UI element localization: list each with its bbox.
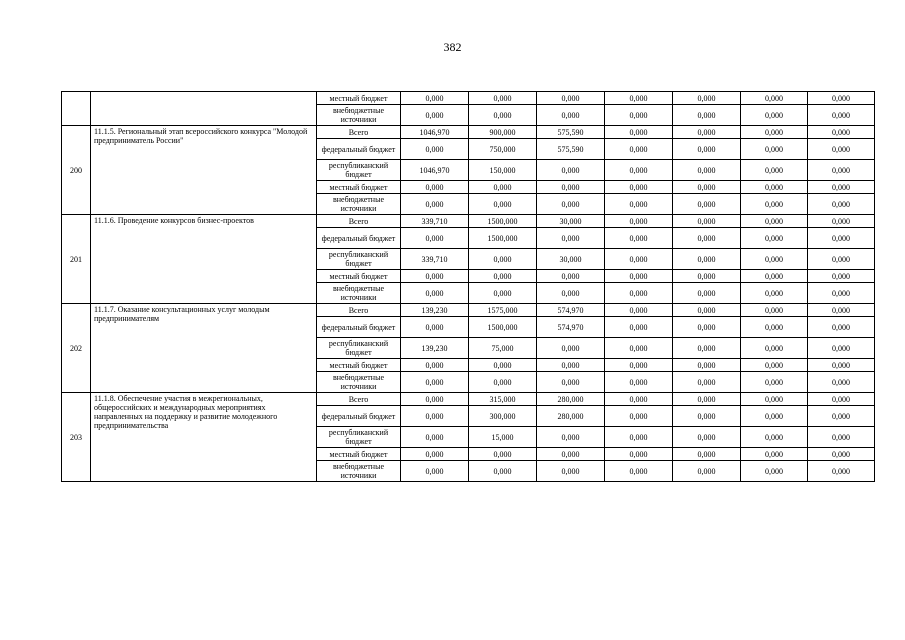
amount-cell: 75,000	[469, 338, 537, 359]
amount-cell: 0,000	[537, 92, 605, 105]
amount-cell: 339,710	[401, 215, 469, 228]
amount-cell: 0,000	[741, 228, 808, 249]
amount-cell: 0,000	[741, 105, 808, 126]
amount-cell: 0,000	[401, 228, 469, 249]
row-number-cell: 201	[62, 215, 91, 304]
funding-source-cell: федеральный бюджет	[317, 228, 401, 249]
amount-cell: 0,000	[741, 181, 808, 194]
table-row	[62, 126, 875, 139]
amount-cell: 0,000	[741, 215, 808, 228]
amount-cell: 0,000	[741, 249, 808, 270]
amount-cell: 0,000	[741, 406, 808, 427]
amount-cell: 0,000	[537, 461, 605, 482]
amount-cell: 0,000	[401, 317, 469, 338]
amount-cell: 280,000	[537, 406, 605, 427]
amount-cell: 0,000	[605, 359, 673, 372]
amount-cell: 0,000	[537, 448, 605, 461]
amount-cell: 0,000	[605, 393, 673, 406]
measure-title-cell: 11.1.8. Обеспечение участия в межрегиональных, общероссийских и международных мероприятиях направленных на поддержку и развитие молодежного предпринимательства	[91, 393, 317, 482]
amount-cell: 0,000	[469, 249, 537, 270]
funding-source-cell: республиканский бюджет	[317, 160, 401, 181]
amount-cell: 0,000	[673, 139, 741, 160]
amount-cell: 0,000	[808, 181, 875, 194]
amount-cell: 0,000	[605, 215, 673, 228]
amount-cell: 0,000	[537, 338, 605, 359]
amount-cell: 0,000	[741, 448, 808, 461]
measure-title-cell: 11.1.6. Проведение конкурсов бизнес-проектов	[91, 215, 317, 304]
amount-cell: 0,000	[605, 317, 673, 338]
amount-cell: 0,000	[673, 359, 741, 372]
amount-cell: 0,000	[537, 181, 605, 194]
amount-cell: 0,000	[605, 194, 673, 215]
amount-cell: 0,000	[808, 372, 875, 393]
amount-cell: 0,000	[808, 406, 875, 427]
table-body	[62, 92, 875, 482]
amount-cell: 0,000	[605, 105, 673, 126]
amount-cell: 0,000	[673, 92, 741, 105]
funding-source-cell: внебюджетные источники	[317, 105, 401, 126]
page-number: 382	[443, 40, 462, 54]
amount-cell: 0,000	[605, 448, 673, 461]
amount-cell: 0,000	[605, 338, 673, 359]
amount-cell: 280,000	[537, 393, 605, 406]
amount-cell: 0,000	[401, 461, 469, 482]
amount-cell: 0,000	[537, 270, 605, 283]
amount-cell: 575,590	[537, 139, 605, 160]
amount-cell: 0,000	[741, 338, 808, 359]
amount-cell: 0,000	[673, 461, 741, 482]
amount-cell: 0,000	[537, 160, 605, 181]
amount-cell: 315,000	[469, 393, 537, 406]
budget-table	[61, 91, 875, 482]
amount-cell: 0,000	[605, 139, 673, 160]
amount-cell: 0,000	[401, 372, 469, 393]
amount-cell: 1500,000	[469, 228, 537, 249]
amount-cell: 0,000	[808, 338, 875, 359]
amount-cell: 900,000	[469, 126, 537, 139]
funding-source-cell: Всего	[317, 126, 401, 139]
amount-cell: 0,000	[808, 160, 875, 181]
amount-cell: 0,000	[741, 139, 808, 160]
amount-cell: 0,000	[537, 427, 605, 448]
amount-cell: 0,000	[673, 427, 741, 448]
funding-source-cell: внебюджетные источники	[317, 461, 401, 482]
funding-source-cell: местный бюджет	[317, 270, 401, 283]
amount-cell: 0,000	[469, 448, 537, 461]
amount-cell: 750,000	[469, 139, 537, 160]
amount-cell: 0,000	[741, 393, 808, 406]
funding-source-cell: республиканский бюджет	[317, 427, 401, 448]
amount-cell: 0,000	[401, 283, 469, 304]
amount-cell: 0,000	[537, 372, 605, 393]
amount-cell: 0,000	[401, 194, 469, 215]
amount-cell: 0,000	[673, 304, 741, 317]
amount-cell: 0,000	[808, 126, 875, 139]
amount-cell: 0,000	[808, 448, 875, 461]
amount-cell: 0,000	[741, 194, 808, 215]
amount-cell: 0,000	[469, 194, 537, 215]
amount-cell: 0,000	[537, 194, 605, 215]
funding-source-cell: местный бюджет	[317, 448, 401, 461]
amount-cell: 0,000	[808, 304, 875, 317]
amount-cell: 0,000	[808, 92, 875, 105]
funding-source-cell: федеральный бюджет	[317, 139, 401, 160]
table-row	[62, 393, 875, 406]
amount-cell: 0,000	[605, 461, 673, 482]
amount-cell: 0,000	[605, 249, 673, 270]
table-row	[62, 215, 875, 228]
amount-cell: 0,000	[808, 194, 875, 215]
continuation-row	[62, 92, 875, 105]
funding-source-cell: внебюджетные источники	[317, 283, 401, 304]
amount-cell: 0,000	[808, 249, 875, 270]
funding-source-cell: местный бюджет	[317, 181, 401, 194]
funding-source-cell: республиканский бюджет	[317, 338, 401, 359]
amount-cell: 150,000	[469, 160, 537, 181]
amount-cell: 0,000	[469, 461, 537, 482]
amount-cell: 0,000	[673, 194, 741, 215]
measure-title-cell: 11.1.5. Региональный этап всероссийского конкурса "Молодой предприниматель России"	[91, 126, 317, 215]
amount-cell: 1500,000	[469, 215, 537, 228]
funding-source-cell: местный бюджет	[317, 92, 401, 105]
amount-cell: 0,000	[808, 283, 875, 304]
amount-cell: 0,000	[741, 160, 808, 181]
amount-cell: 0,000	[808, 359, 875, 372]
amount-cell: 0,000	[605, 270, 673, 283]
amount-cell: 0,000	[741, 427, 808, 448]
amount-cell: 0,000	[605, 228, 673, 249]
amount-cell: 0,000	[401, 181, 469, 194]
amount-cell: 0,000	[808, 461, 875, 482]
amount-cell: 0,000	[808, 270, 875, 283]
row-number-cell: 203	[62, 393, 91, 482]
amount-cell: 0,000	[673, 160, 741, 181]
amount-cell: 575,590	[537, 126, 605, 139]
row-number-cell: 202	[62, 304, 91, 393]
amount-cell: 0,000	[673, 338, 741, 359]
amount-cell: 0,000	[673, 393, 741, 406]
amount-cell: 139,230	[401, 304, 469, 317]
amount-cell: 0,000	[401, 448, 469, 461]
funding-source-cell: федеральный бюджет	[317, 406, 401, 427]
amount-cell: 0,000	[741, 317, 808, 338]
amount-cell: 0,000	[537, 359, 605, 372]
amount-cell: 0,000	[537, 283, 605, 304]
amount-cell: 0,000	[605, 181, 673, 194]
amount-cell: 0,000	[469, 105, 537, 126]
amount-cell: 0,000	[673, 228, 741, 249]
measure-title-cell	[91, 92, 317, 126]
amount-cell: 0,000	[673, 448, 741, 461]
amount-cell: 0,000	[741, 372, 808, 393]
amount-cell: 0,000	[537, 105, 605, 126]
amount-cell: 0,000	[605, 304, 673, 317]
amount-cell: 0,000	[673, 406, 741, 427]
amount-cell: 0,000	[808, 317, 875, 338]
amount-cell: 1575,000	[469, 304, 537, 317]
amount-cell: 0,000	[673, 372, 741, 393]
funding-source-cell: внебюджетные источники	[317, 194, 401, 215]
amount-cell: 0,000	[673, 215, 741, 228]
amount-cell: 0,000	[741, 92, 808, 105]
row-number-cell: 200	[62, 126, 91, 215]
funding-source-cell: местный бюджет	[317, 359, 401, 372]
amount-cell: 300,000	[469, 406, 537, 427]
amount-cell: 0,000	[401, 427, 469, 448]
amount-cell: 0,000	[673, 181, 741, 194]
amount-cell: 0,000	[673, 283, 741, 304]
amount-cell: 0,000	[808, 427, 875, 448]
amount-cell: 0,000	[808, 228, 875, 249]
amount-cell: 0,000	[673, 105, 741, 126]
amount-cell: 30,000	[537, 249, 605, 270]
amount-cell: 0,000	[673, 270, 741, 283]
measure-title-cell: 11.1.7. Оказание консультационных услуг молодым предпринимателям	[91, 304, 317, 393]
amount-cell: 0,000	[469, 270, 537, 283]
amount-cell: 0,000	[605, 92, 673, 105]
amount-cell: 0,000	[741, 359, 808, 372]
amount-cell: 30,000	[537, 215, 605, 228]
amount-cell: 0,000	[741, 461, 808, 482]
funding-source-cell: федеральный бюджет	[317, 317, 401, 338]
amount-cell: 0,000	[605, 372, 673, 393]
amount-cell: 0,000	[808, 215, 875, 228]
amount-cell: 0,000	[741, 270, 808, 283]
amount-cell: 574,970	[537, 317, 605, 338]
amount-cell: 0,000	[469, 181, 537, 194]
amount-cell: 0,000	[469, 283, 537, 304]
amount-cell: 1500,000	[469, 317, 537, 338]
amount-cell: 0,000	[673, 126, 741, 139]
amount-cell: 0,000	[741, 283, 808, 304]
amount-cell: 1046,970	[401, 126, 469, 139]
amount-cell: 0,000	[469, 359, 537, 372]
amount-cell: 0,000	[605, 427, 673, 448]
amount-cell: 0,000	[401, 359, 469, 372]
amount-cell: 0,000	[401, 105, 469, 126]
amount-cell: 1046,970	[401, 160, 469, 181]
funding-source-cell: Всего	[317, 304, 401, 317]
amount-cell: 0,000	[605, 283, 673, 304]
amount-cell: 0,000	[605, 160, 673, 181]
amount-cell: 15,000	[469, 427, 537, 448]
amount-cell: 0,000	[808, 105, 875, 126]
amount-cell: 0,000	[808, 393, 875, 406]
amount-cell: 0,000	[605, 126, 673, 139]
amount-cell: 0,000	[741, 304, 808, 317]
table-row	[62, 304, 875, 317]
amount-cell: 0,000	[401, 139, 469, 160]
row-number-cell	[62, 92, 91, 126]
amount-cell: 0,000	[673, 317, 741, 338]
amount-cell: 0,000	[808, 139, 875, 160]
amount-cell: 0,000	[401, 92, 469, 105]
amount-cell: 0,000	[401, 406, 469, 427]
amount-cell: 339,710	[401, 249, 469, 270]
amount-cell: 0,000	[673, 249, 741, 270]
funding-source-cell: Всего	[317, 393, 401, 406]
funding-source-cell: республиканский бюджет	[317, 249, 401, 270]
amount-cell: 0,000	[537, 228, 605, 249]
amount-cell: 0,000	[469, 372, 537, 393]
funding-source-cell: Всего	[317, 215, 401, 228]
amount-cell: 139,230	[401, 338, 469, 359]
amount-cell: 0,000	[605, 406, 673, 427]
amount-cell: 0,000	[469, 92, 537, 105]
amount-cell: 574,970	[537, 304, 605, 317]
amount-cell: 0,000	[401, 270, 469, 283]
amount-cell: 0,000	[401, 393, 469, 406]
amount-cell: 0,000	[741, 126, 808, 139]
funding-source-cell: внебюджетные источники	[317, 372, 401, 393]
